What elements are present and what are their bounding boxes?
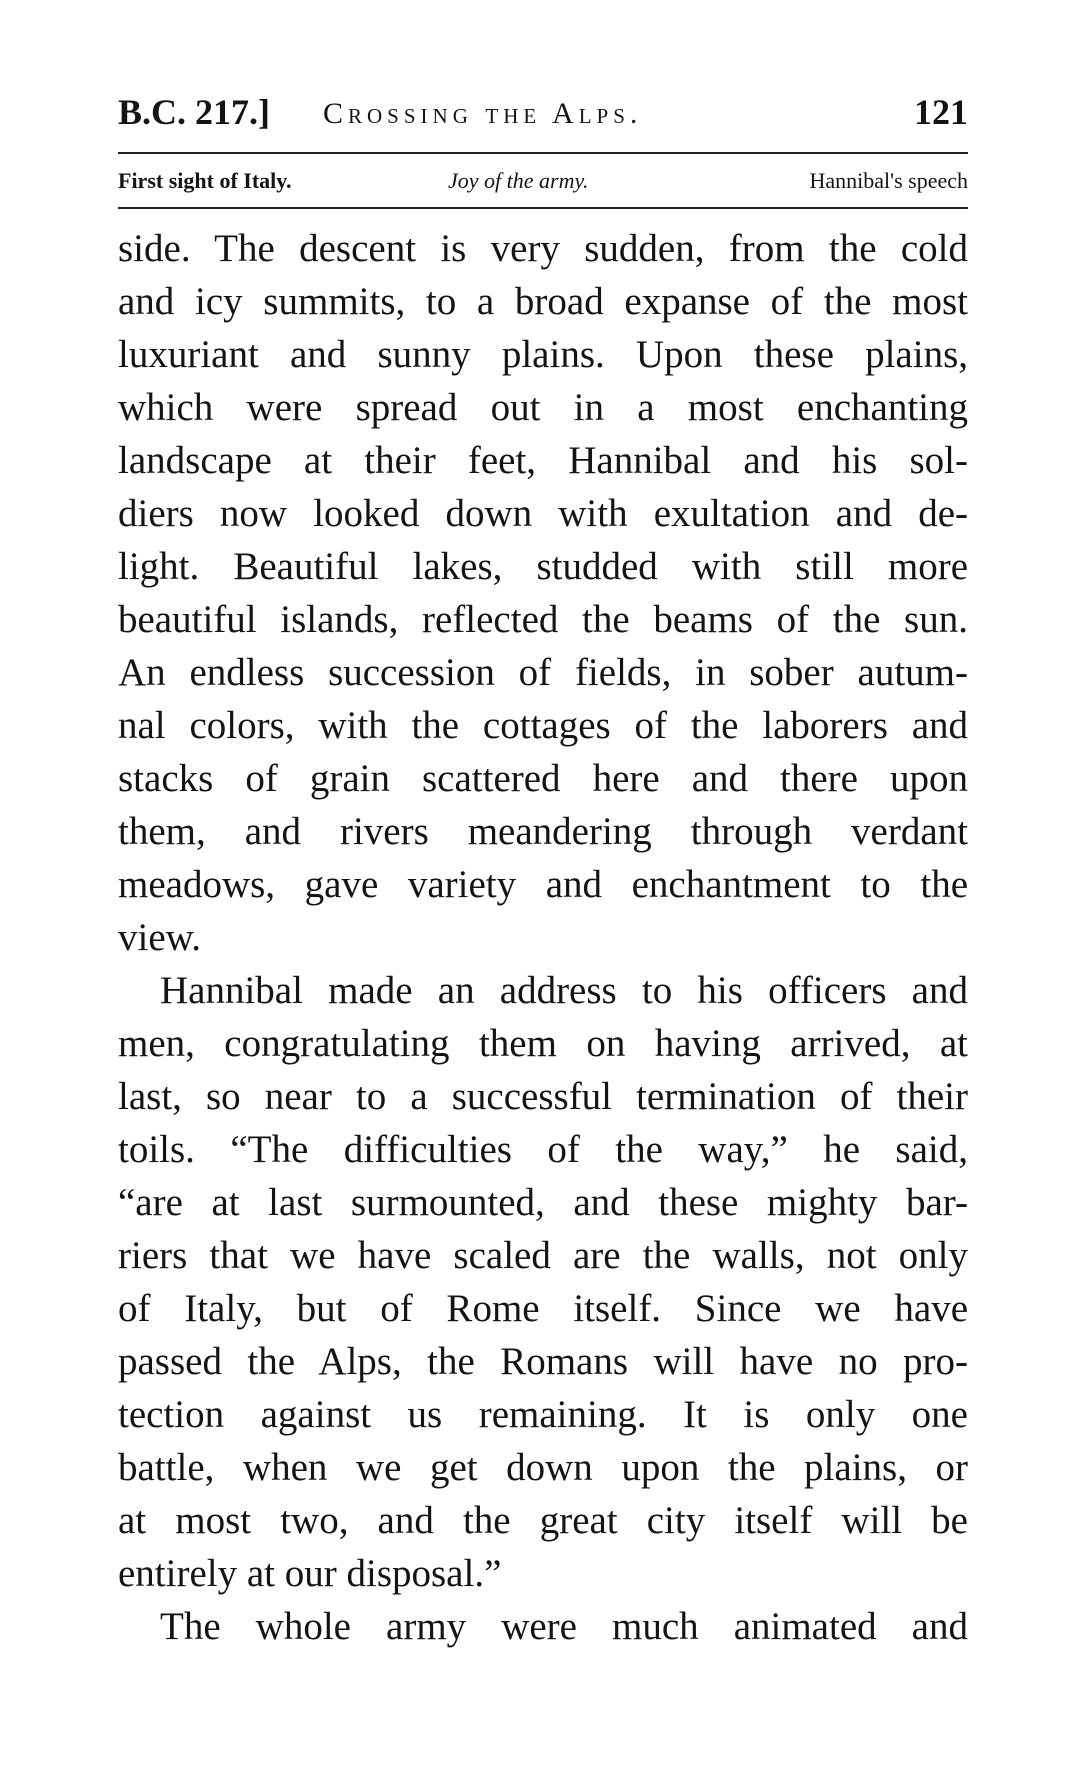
running-head <box>118 92 968 142</box>
running-head-date: B.C. 217.] <box>118 92 270 132</box>
text-line: at most two, and the great city itself will be <box>118 1499 968 1542</box>
header-rule-bottom <box>118 207 968 209</box>
text-line: passed the Alps, the Romans will have no pro- <box>118 1340 968 1383</box>
text-line: riers that we have scaled are the walls, not only <box>118 1234 968 1277</box>
text-line: “are at last surmounted, and these mighty bar- <box>118 1181 968 1224</box>
text-line: light. Beautiful lakes, studded with still more <box>118 545 968 588</box>
text-line: battle, when we get down upon the plains, or <box>118 1446 968 1489</box>
body-text <box>118 222 968 1653</box>
text-line: and icy summits, to a broad expanse of the most <box>118 280 968 323</box>
text-line: stacks of grain scattered here and there upon <box>118 757 968 800</box>
marginal-subheads <box>118 164 968 200</box>
subhead-hannibal-speech: Hannibal's speech <box>809 168 968 193</box>
text-line: The whole army were much animated and <box>160 1605 968 1648</box>
text-line: beautiful islands, reflected the beams of the sun. <box>118 598 968 641</box>
text-line: men, congratulating them on having arrived, at <box>118 1022 968 1065</box>
text-line: toils. “The difficulties of the way,” he said, <box>118 1128 968 1171</box>
subhead-joy-of-army: Joy of the army. <box>448 168 589 193</box>
subhead-first-sight: First sight of Italy. <box>118 168 292 193</box>
text-line: tection against us remaining. It is only one <box>118 1393 968 1436</box>
text-line: landscape at their feet, Hannibal and his sol- <box>118 439 968 482</box>
text-line: entirely at our disposal.” <box>118 1552 502 1595</box>
text-line: An endless succession of fields, in sober autum- <box>118 651 968 694</box>
text-line: meadows, gave variety and enchantment to the <box>118 863 968 906</box>
text-line: which were spread out in a most enchanting <box>118 386 968 429</box>
text-line: view. <box>118 916 202 959</box>
header-rule-top <box>118 152 968 154</box>
text-line: diers now looked down with exultation and de- <box>118 492 968 535</box>
text-line: them, and rivers meandering through verdant <box>118 810 968 853</box>
text-line: Hannibal made an address to his officers and <box>160 969 968 1012</box>
running-head-title: Crossing the Alps. <box>323 97 643 130</box>
page-number: 121 <box>914 92 968 132</box>
text-line: luxuriant and sunny plains. Upon these plains, <box>118 333 968 376</box>
text-line: of Italy, but of Rome itself. Since we have <box>118 1287 968 1330</box>
text-line: nal colors, with the cottages of the laborers and <box>118 704 968 747</box>
text-line: side. The descent is very sudden, from the cold <box>118 227 968 270</box>
text-line: last, so near to a successful termination of their <box>118 1075 968 1118</box>
